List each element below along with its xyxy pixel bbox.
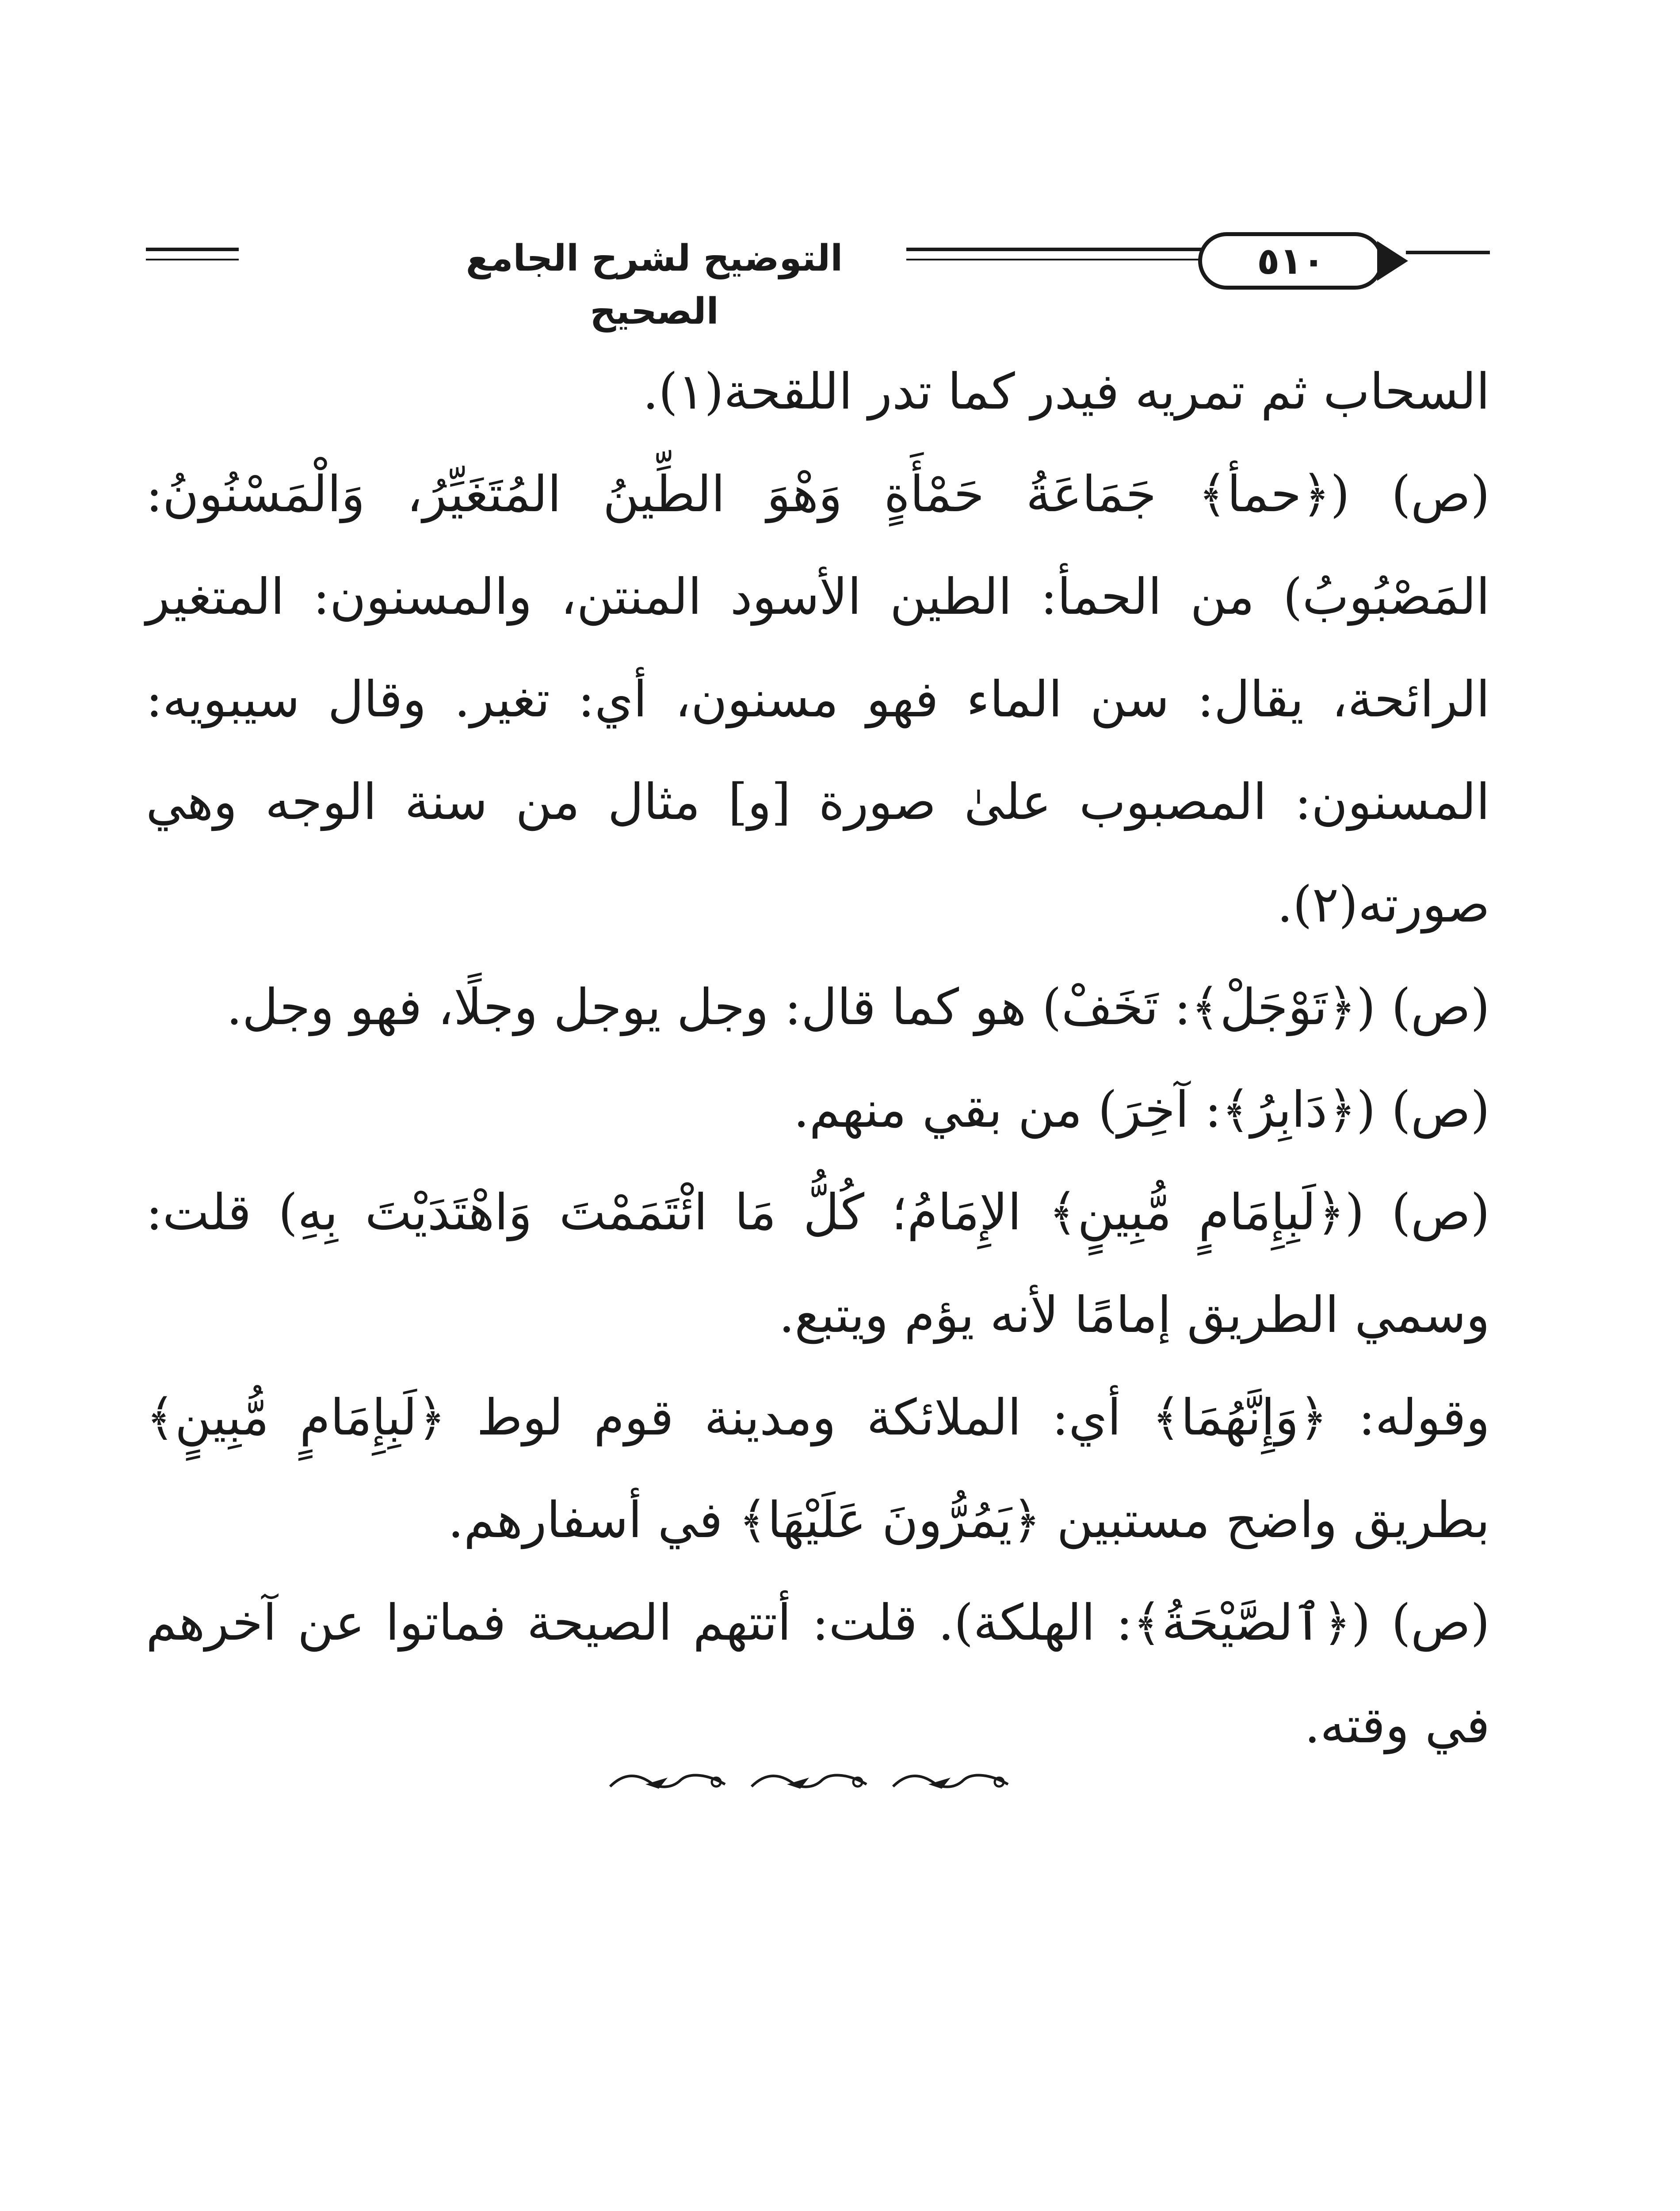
page-badge-ornament-icon xyxy=(1377,241,1408,281)
text-paragraph: السحاب ثم تمريه فيدر كما تدر اللقحة(١). xyxy=(642,363,1490,421)
ornament-motif-icon xyxy=(606,1769,729,1795)
ornament-motif-icon xyxy=(747,1769,871,1795)
text-paragraph: (ص) (﴿دَابِرُ﴾: آخِرَ) من بقي منهم. xyxy=(793,1081,1490,1139)
book-title: التوضيح لشرح الجامع الصحيح xyxy=(402,232,906,285)
ornament-motif-icon xyxy=(889,1769,1012,1795)
text-paragraph: وقوله: ﴿وَإِنَّهُمَا﴾ أي: الملائكة ومدينة قوم لوط ﴿لَبِإِمَامٍ مُّبِينٍ﴾ بطريق واضح مستبين ﴿يَمُرُّونَ عَلَيْهَا﴾ في أسفارهم. xyxy=(146,1389,1490,1549)
text-paragraph: (ص) (﴿تَوْجَلْ﴾: تَخَفْ) هو كما قال: وجل يوجل وجلًا، فهو وجل. xyxy=(226,979,1490,1036)
text-paragraph: (ص) (﴿ٱلصَّيْحَةُ﴾: الهلكة). قلت: أتتهم الصيحة فماتوا عن آخرهم في وقته. xyxy=(146,1594,1490,1754)
header-rule-right xyxy=(1406,251,1490,254)
page-header xyxy=(146,223,1490,333)
header-rule-left-bottom xyxy=(146,259,239,260)
page-number: ٥١٠ xyxy=(1198,232,1384,290)
header-rule-left-top xyxy=(146,248,239,251)
text-paragraph: (ص) (﴿لَبِإِمَامٍ مُّبِينٍ﴾ الإِمَامُ؛ كُلُّ مَا ائْتَمَمْتَ وَاهْتَدَيْتَ بِهِ) قلت: وسمي الطريق إمامًا لأنه يؤم ويتبع. xyxy=(146,1184,1490,1344)
section-end-ornament-icon xyxy=(606,1764,1012,1800)
main-text xyxy=(146,340,1490,1777)
text-paragraph: (ص) (﴿حمأ﴾ جَمَاعَةُ حَمْأَةٍ وَهْوَ الطِّينُ المُتَغَيِّرُ، وَالْمَسْنُونُ: المَصْبُوبُ) من الحمأ: الطين الأسود المنتن، والمسنون: المتغير الرائحة، يقال: سن الماء فهو مسنون، أي: تغير. وقال سيبويه: المسنون: المصبوب علىٰ صورة [و] مثال من سنة الوجه وهي صورته(٢). xyxy=(146,466,1490,933)
